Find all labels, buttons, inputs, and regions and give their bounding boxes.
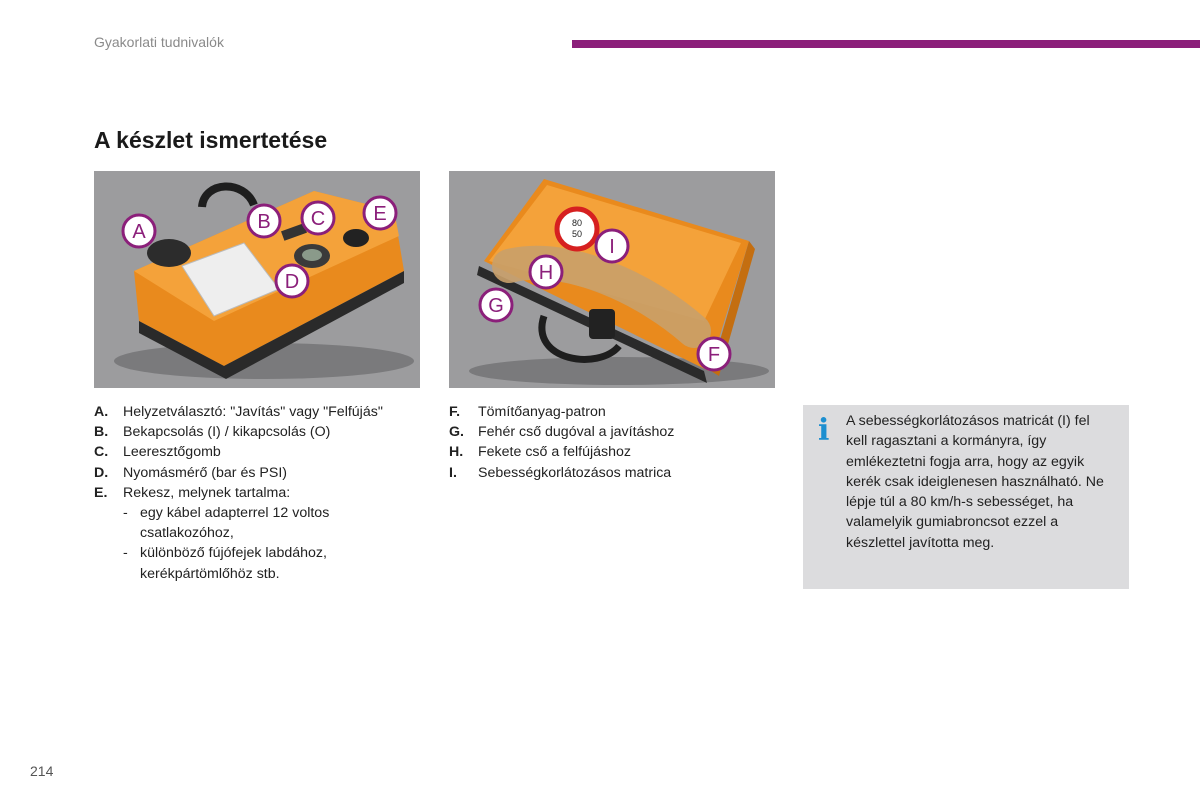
callout-d bbox=[276, 265, 308, 297]
running-head: Gyakorlati tudnivalók bbox=[94, 34, 224, 50]
sealant-kit-figure bbox=[449, 171, 775, 388]
item-text: Nyomásmérő (bar és PSI) bbox=[123, 464, 287, 481]
item-key: E. bbox=[94, 484, 108, 501]
list-item bbox=[449, 442, 749, 462]
list-item bbox=[94, 483, 394, 503]
item-text: Rekesz, melynek tartalma: bbox=[123, 484, 291, 501]
item-key: I. bbox=[449, 464, 457, 481]
sub-item-dash: - bbox=[123, 545, 128, 562]
sub-item-dash: - bbox=[123, 505, 128, 522]
item-key: F. bbox=[449, 404, 461, 420]
sub-item-text: egy kábel adapterrel 12 voltos csatlakozóhoz, bbox=[140, 505, 330, 542]
svg-text:H: H bbox=[538, 262, 554, 284]
item-text: Leeresztőgomb bbox=[123, 444, 221, 461]
callout-h bbox=[530, 256, 562, 288]
svg-text:E: E bbox=[373, 203, 387, 225]
parts-list-left bbox=[94, 402, 394, 584]
svg-text:80: 80 bbox=[571, 218, 583, 228]
item-key: H. bbox=[449, 444, 464, 461]
callout-f bbox=[698, 338, 730, 370]
svg-text:D: D bbox=[284, 271, 300, 293]
page-number: 214 bbox=[30, 763, 54, 779]
handle-shape bbox=[202, 186, 254, 207]
item-text: Helyzetválasztó: "Javítás" vagy "Felfújás" bbox=[123, 404, 383, 420]
callout-g bbox=[480, 289, 512, 321]
item-text: Fekete cső a felfújáshoz bbox=[478, 444, 631, 461]
list-item bbox=[449, 463, 749, 483]
svg-text:G: G bbox=[488, 295, 504, 317]
list-item bbox=[449, 402, 749, 422]
sub-list-item bbox=[94, 543, 394, 583]
svg-text:A: A bbox=[132, 221, 146, 243]
callout-i bbox=[596, 230, 628, 262]
sub-list-item bbox=[94, 503, 394, 543]
info-box bbox=[803, 405, 1129, 589]
callout-e bbox=[364, 197, 396, 229]
callout-a bbox=[123, 215, 155, 247]
item-text: Fehér cső dugóval a javításhoz bbox=[478, 424, 675, 441]
list-item bbox=[94, 463, 394, 483]
item-text: Sebességkorlátozásos matrica bbox=[478, 464, 672, 481]
callout-c bbox=[302, 202, 334, 234]
speed-sticker bbox=[557, 209, 597, 249]
list-item bbox=[94, 442, 394, 462]
page-title: A készlet ismertetése bbox=[94, 127, 328, 153]
item-key: A. bbox=[94, 404, 109, 420]
header-rule bbox=[572, 40, 1200, 48]
item-key: D. bbox=[94, 464, 109, 481]
item-key: G. bbox=[449, 424, 464, 441]
info-icon: i bbox=[818, 413, 830, 448]
svg-text:F: F bbox=[707, 344, 721, 366]
info-text: A sebességkorlátozásos matricát (I) fel kell ragasztani a kormányra, így emlékeztetni fogja arra, hogy az egyik kerék csak ideiglenesen használható. Ne lépje túl a 80 km/h-s sebességet, ha valamelyik gumiabroncsot ezzel a készlettel javította meg. bbox=[846, 413, 1104, 551]
list-item bbox=[449, 422, 749, 442]
item-key: C. bbox=[94, 444, 109, 461]
item-text: Tömítőanyag-patron bbox=[478, 404, 606, 420]
compressor-figure bbox=[94, 171, 420, 388]
callout-b bbox=[248, 205, 280, 237]
svg-text:C: C bbox=[310, 208, 326, 230]
sub-item-text: különböző fújófejek labdához, kerékpártömlőhöz stb. bbox=[140, 545, 327, 582]
item-key: B. bbox=[94, 424, 109, 441]
item-text: Bekapcsolás (I) / kikapcsolás (O) bbox=[123, 424, 331, 441]
list-item bbox=[94, 422, 394, 442]
parts-list-right bbox=[449, 402, 749, 483]
svg-text:50: 50 bbox=[571, 229, 583, 239]
svg-text:B: B bbox=[257, 211, 271, 233]
list-item bbox=[94, 402, 394, 422]
svg-text:I: I bbox=[609, 236, 615, 258]
